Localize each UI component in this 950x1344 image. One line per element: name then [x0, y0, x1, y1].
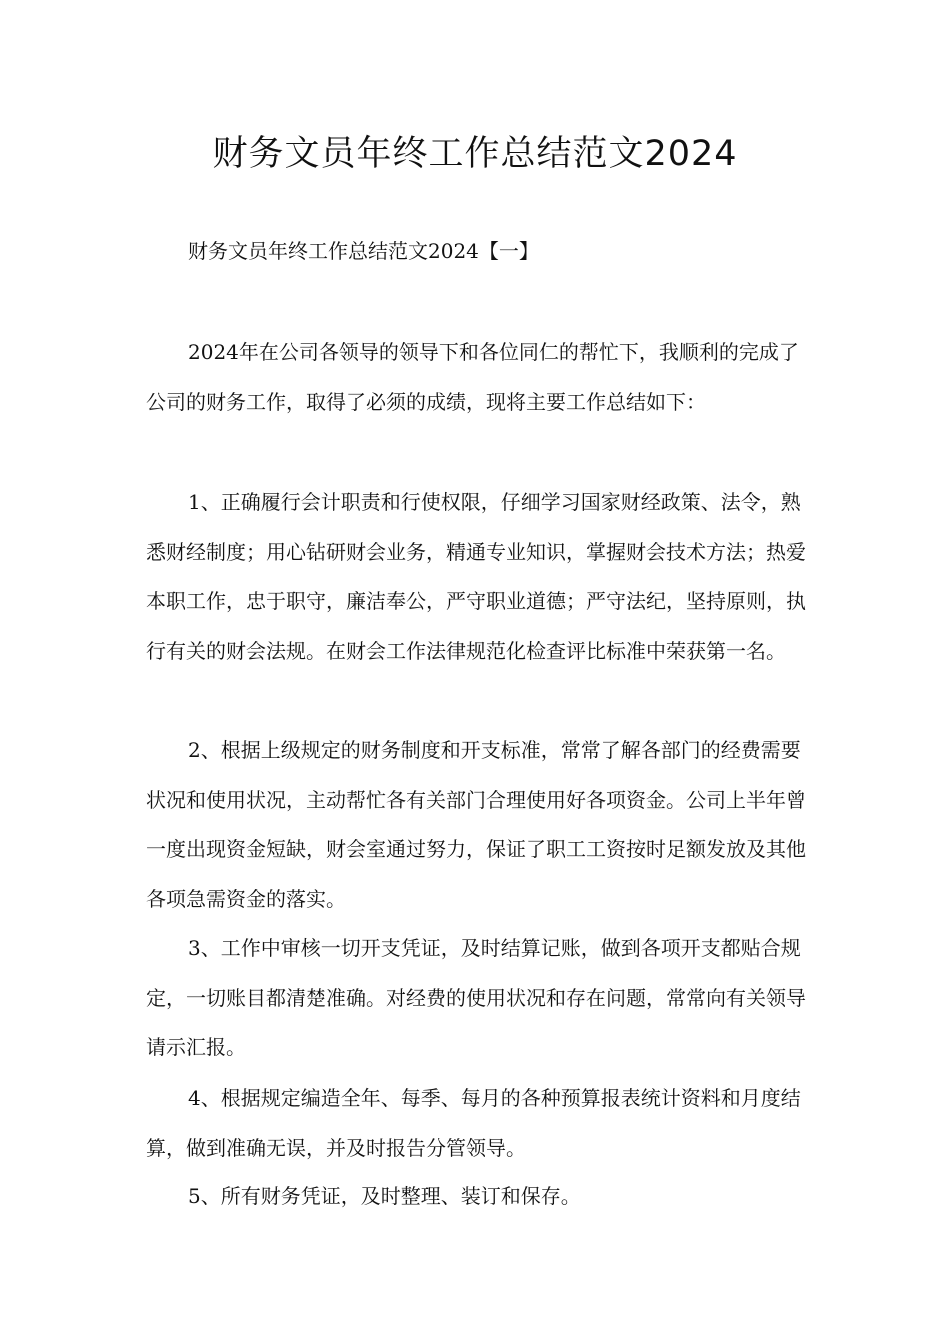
paragraph-item-1: 1、正确履行会计职责和行使权限，仔细学习国家财经政策、法令，熟悉财经制度；用心钻研财会业务，精通专业知识，掌握财会技术方法；热爱本职工作，忠于职守，廉洁奉公，严守职业道德；严守法纪，坚持原则，执行有关的财会法规。在财会工作法律规范化检查评比标准中荣获第一名。: [146, 490, 806, 663]
document-title: 财务文员年终工作总结范文2024: [212, 134, 738, 174]
paragraph-intro: 2024年在公司各领导的领导下和各位同仁的帮忙下，我顺利的完成了公司的财务工作，取得了必须的成绩，现将主要工作总结如下：: [146, 340, 799, 414]
paragraph-item-5: 5、所有财务凭证，及时整理、装订和保存。: [188, 1184, 581, 1208]
paragraph-item-2: 2、根据上级规定的财务制度和开支标准，常常了解各部门的经费需要状况和使用状况，主动帮忙各有关部门合理使用好各项资金。公司上半年曾一度出现资金短缺，财会室通过努力，保证了职工工资按时足额发放及其他各项急需资金的落实。: [146, 738, 806, 911]
paragraph-item-3: 3、工作中审核一切开支凭证，及时结算记账，做到各项开支都贴合规定，一切账目都清楚准确。对经费的使用状况和存在问题，常常向有关领导请示汇报。: [146, 936, 806, 1059]
paragraph-item-4: 4、根据规定编造全年、每季、每月的各种预算报表统计资料和月度结算，做到准确无误，并及时报告分管领导。: [146, 1086, 801, 1160]
section-heading: 财务文员年终工作总结范文2024【一】: [188, 239, 539, 263]
